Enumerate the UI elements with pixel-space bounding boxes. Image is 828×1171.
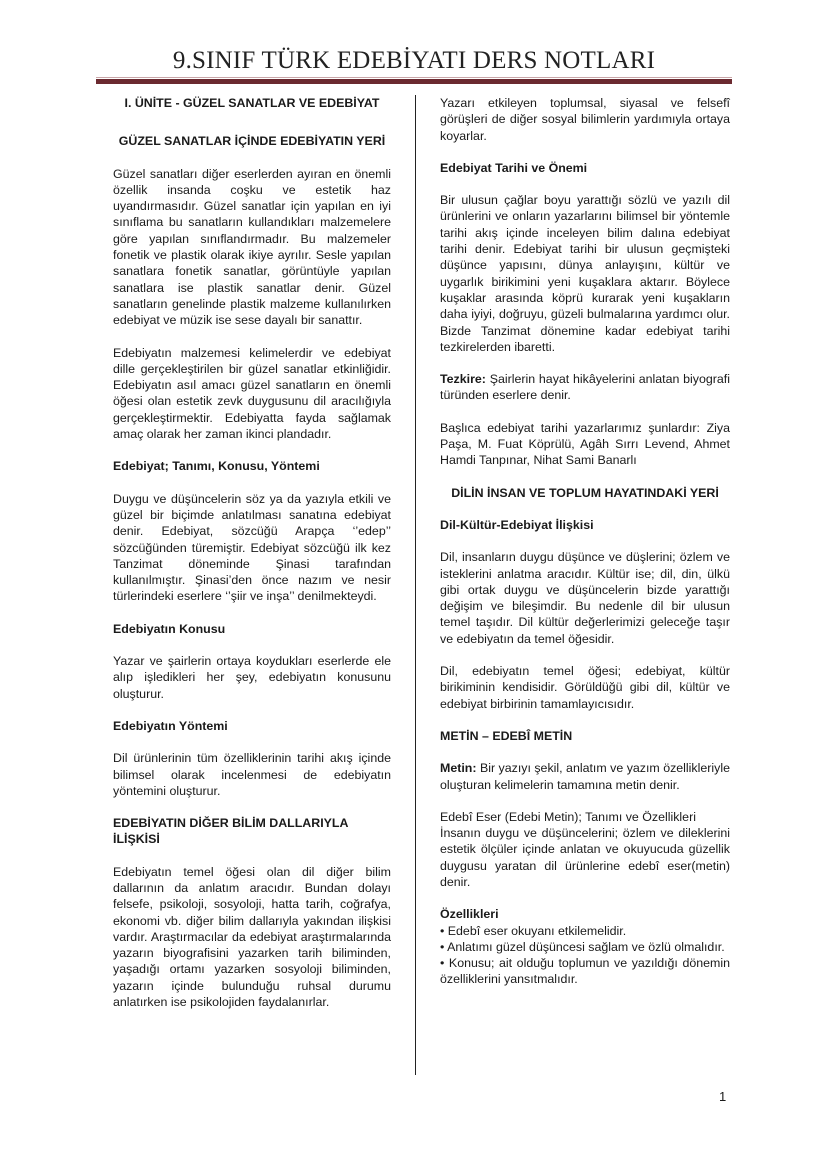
page-footer	[0, 1089, 828, 1129]
list-item: • Anlatımı güzel düşüncesi sağlam ve özlü olmalıdır.	[440, 939, 725, 954]
header-rule-thin	[96, 77, 732, 78]
term: Metin:	[440, 761, 477, 776]
definition: Şairlerin hayat hikâyelerini anlatan biyografi türünden eserlere denir.	[440, 372, 730, 403]
features-list	[440, 906, 730, 987]
header-rule	[96, 79, 732, 84]
definition-tezkire	[440, 371, 730, 404]
subheading: Edebiyatın Konusu	[113, 621, 226, 636]
paragraph	[440, 809, 730, 890]
header-rules	[96, 77, 732, 84]
left-column	[113, 95, 391, 1075]
paragraph: Edebiyatın malzemesi kelimelerdir ve edebiyat dille gerçekleştirilen bir güzel sanatlar etkinliğidir. Edebiyatın asıl amacı güzel sanatların en önemli öğesi olan estetik zevk duygusunu dil aracılığıyla gerçekleştirmektir. Edebiyatta fayda sağlamak amaç olarak her zaman ikinci plandadır.	[113, 345, 391, 442]
list-item: • Konusu; ait olduğu toplumun ve yazıldığı dönemin özelliklerini yansıtmalıdır.	[440, 956, 730, 987]
paragraph: Dil, insanların duygu düşünce ve düşlerini; özlem ve isteklerini anlatma aracıdır. Kültür ise; dil, din, ülkü gibi ortak duygu ve düşüncelerin bizde yarattığı değişim ve bileşimdir. Bu nedenle dil bir ulusun temel taşıdır. Dil kültür değerlerimizi geleceğe taşır ve edebiyatın da temel öğesidir.	[440, 550, 730, 646]
paragraph: Bir ulusun çağlar boyu yarattığı sözlü ve yazılı dil ürünlerini ve onların yazarlarını bilimsel bir yöntemle tarihi akış içinde inceleyen bilim dalına edebiyat tarihi denir. Edebiyat tarihi bir ulusun geçmişteki düşünce yapısını, dünya anlayışını, kültür ve uygarlık birikimini yeni kuşaklara aktarır. Böylece kuşaklar arasında köprü kurarak yeni kuşakların daha iyiyi, doğruyu, güzeli bulmalarına yardımcı olur. Bizde Tanzimat dönemine kadar edebiyat tarihi tezkirelerden ibaretti.	[440, 193, 730, 354]
paragraph: Güzel sanatları diğer eserlerden ayıran en önemli özellik insanda coşku ve estetik haz uyandırmasıdır. Güzel sanatlar için yapılan en iyi sınıflama bu sanatların kullandıkları malzemelere göre yapılan sınıflandırmadır. Bu malzemeler fonetik ve plastik olarak ikiye ayrılır. Sesle yapılan sanatlara fonetik sanatlar, görüntüyle yapılan sanatlara ise plastik sanatlar denir. Güzel sanatların genelinde plastik malzeme kullanılırken edebiyat ve müzik ise sese dayalı bir sanattır.	[113, 166, 391, 328]
paragraph: Duygu ve düşüncelerin söz ya da yazıyla etkili ve güzel bir biçimde anlatılması sanatına edebiyat denir. Edebiyat, sözcüğü Arapça ‘’edep’’ sözcüğünden türemiştir. Edebiyat sözcüğü ilk kez Tanzimat döneminde Şinasi tarafından kullanılmıştır. Şinasi’den önce nazım ve nesir türlerindeki eserlere ‘’şiir ve inşa’’ denilmekteydi.	[113, 491, 391, 604]
subheading: Edebiyat; Tanımı, Konusu, Yöntemi	[113, 459, 320, 474]
paragraph: Dil, edebiyatın temel öğesi; edebiyat, kültür birikiminin kendisidir. Görüldüğü gibi dil, kültür ve edebiyat birbirinin tamamlayıcısıdır.	[440, 664, 730, 711]
subheading: Edebiyat Tarihi ve Önemi	[440, 160, 588, 175]
term: Tezkire:	[440, 372, 486, 387]
section-heading: DİLİN İNSAN VE TOPLUM HAYATINDAKİ YERİ	[451, 485, 719, 500]
list-item: • Edebî eser okuyanı etkilemelidir.	[440, 923, 627, 938]
definition: Bir yazıyı şekil, anlatım ve yazım özellikleriyle oluşturan kelimelerin tamamına metin denir.	[440, 761, 730, 792]
definition-metin	[440, 760, 730, 793]
eser-title: Edebî Eser (Edebi Metin); Tanımı ve Özellikleri	[440, 809, 696, 824]
subheading: EDEBİYATIN DİĞER BİLİM DALLARIYLA İLİŞKİSİ	[113, 816, 348, 847]
paragraph: Dil ürünlerinin tüm özelliklerinin tarihi akış içinde bilimsel olarak incelenmesi de edebiyatın yöntemini oluşturur.	[113, 751, 391, 798]
subheading: Özellikleri	[440, 907, 499, 922]
page-number: 1	[719, 1089, 727, 1104]
column-divider	[415, 95, 416, 1075]
section-heading: GÜZEL SANATLAR İÇİNDE EDEBİYATIN YERİ	[118, 134, 386, 149]
paragraph: Yazar ve şairlerin ortaya koydukları eserlerde ele alıp işledikleri her şey, edebiyatın konusunu oluşturur.	[113, 654, 391, 701]
right-column	[440, 95, 730, 1075]
unit-heading: I. ÜNİTE - GÜZEL SANATLAR VE EDEBİYAT	[124, 96, 380, 110]
columns	[0, 95, 828, 1075]
eser-definition: İnsanın duygu ve düşüncelerini; özlem ve dileklerini estetik ölçüler içinde anlatan ve okuyucuda güzellik duygusu yaratan dil ürünlerine edebî eser(metin) denir.	[440, 826, 730, 889]
page-title: 9.SINIF TÜRK EDEBİYATI DERS NOTLARI	[172, 47, 656, 74]
paragraph: Başlıca edebiyat tarihi yazarlarımız şunlardır: Ziya Paşa, M. Fuat Köprülü, Agâh Sırrı Levend, Ahmet Hamdi Tanpınar, Nihat Sami Banarlı	[440, 420, 730, 468]
subheading: Edebiyatın Yöntemi	[113, 718, 228, 733]
subheading: Dil-Kültür-Edebiyat İlişkisi	[440, 517, 594, 532]
section-heading: METİN – EDEBÎ METİN	[440, 728, 573, 743]
paragraph: Yazarı etkileyen toplumsal, siyasal ve felsefî görüşleri de diğer sosyal bilimlerin yardımıyla ortaya koyarlar.	[440, 96, 730, 143]
paragraph: Edebiyatın temel öğesi olan dil diğer bilim dallarının da anlatım aracıdır. Bundan dolayı felsefe, psikoloji, sosyoloji, hatta tarih, coğrafya, ekonomi vb. diğer bilim dallarıyla yakından ilişkisi vardır. Araştırmacılar da edebiyat araştırmalarında yazarın biyografisini yazarken tarih biliminden, yaşadığı ortamı yazarken sosyoloji biliminden, yazarın içinde bulunduğu ruhsal durumu anlatırken ise psikolojiden faydalanırlar.	[113, 864, 391, 1010]
